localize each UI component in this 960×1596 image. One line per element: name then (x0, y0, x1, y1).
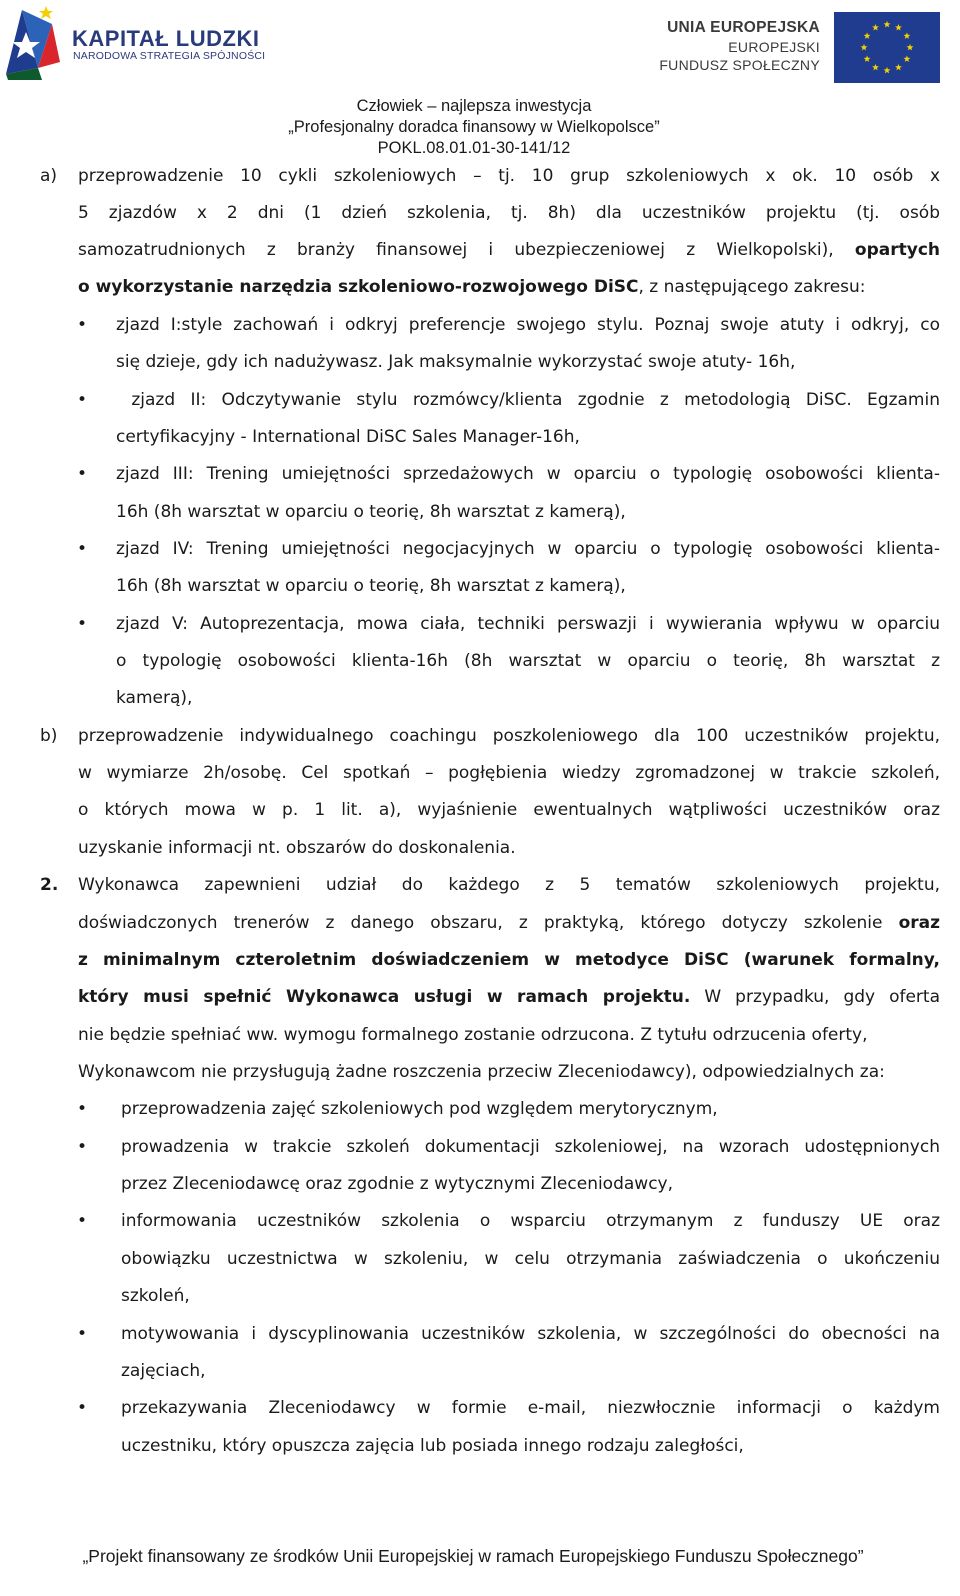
bullet-line: kamerą), (116, 688, 193, 708)
bullet-line: zajęciach, (121, 1361, 206, 1381)
motto-line-2: „Profesjonalny doradca finansowy w Wielkopolsce” (288, 118, 660, 136)
bullet-line: obowiązku uczestnictwa w szkoleniu, w celu otrzymania zaświadczenia o ukończeniu (121, 1249, 940, 1269)
bullet-icon: • (77, 1324, 88, 1344)
bullet-line: uczestniku, który opuszcza zajęcia lub posiada innego rodzaju zaległości, (121, 1436, 744, 1456)
page-footer: „Projekt finansowany ze środków Unii Europejskiej w ramach Europejskiego Funduszu Społecznego” (82, 1546, 864, 1566)
section-a-line-text: samozatrudnionych z branży finansowej i ubezpieczeniowej z Wielkopolski), (78, 240, 834, 260)
bullet-line: szkoleń, (121, 1286, 190, 1306)
bullet-icon: • (77, 464, 88, 484)
section-2-line: Wykonawca zapewnieni udział do każdego z 5 tematów szkoleniowych projektu, (78, 875, 940, 895)
bullet-line: przekazywania Zleceniodawcy w formie e-mail, niezwłocznie informacji o każdym (121, 1398, 940, 1418)
kapital-ludzki-subtitle: NARODOWA STRATEGIA SPÓJNOŚCI (73, 50, 266, 62)
bullet-line: zjazd V: Autoprezentacja, mowa ciała, techniki perswazji i wywierania wpływu w oparciu (116, 614, 940, 634)
bullet-line: przez Zleceniodawcę oraz zgodnie z wytycznymi Zleceniodawcy, (121, 1174, 674, 1194)
section-2-line: Wykonawcom nie przysługują żadne roszczenia przeciw Zleceniodawcy), odpowiedzialnych za: (78, 1062, 885, 1082)
section-a-line (78, 276, 866, 298)
section-a-bold-text: o wykorzystanie narzędzia szkoleniowo-rozwojowego DiSC (78, 277, 639, 297)
bullet-line: się dzieje, gdy ich nadużywasz. Jak maksymalnie wykorzystać swoje atuty- 16h, (116, 352, 796, 372)
motto-line-1: Człowiek – najlepsza inwestycja (356, 97, 592, 115)
bullet-icon: • (77, 539, 88, 559)
bullet-line: o typologię osobowości klienta-16h (8h warsztat w oparciu o teorię, 8h warsztat z (116, 651, 940, 671)
section-2-bold-text: oraz (898, 913, 941, 933)
bullet-line: 16h (8h warsztat w oparciu o teorię, 8h warsztat z kamerą), (116, 576, 626, 596)
section-a-line-text: , z następującego zakresu: (638, 277, 866, 297)
bullet-icon: • (77, 1211, 88, 1231)
section-2-line: nie będzie spełniać ww. wymogu formalnego zostanie odrzucona. Z tytułu odrzucenia oferty, (78, 1025, 868, 1045)
bullet-line: zjazd IV: Trening umiejętności negocjacyjnych w oparciu o typologię osobowości klienta- (116, 539, 940, 559)
section-b-line: o których mowa w p. 1 lit. a), wyjaśnienie ewentualnych wątpliwości uczestników oraz (78, 800, 940, 820)
section-b-line: przeprowadzenie indywidualnego coachingu poszkoleniowego dla 100 uczestników projektu, (78, 726, 940, 746)
bullet-icon: • (77, 1398, 88, 1418)
section-2-bold-line: z minimalnym czteroletnim doświadczeniem w metodyce DiSC (warunek formalny, (78, 950, 940, 970)
bullet-icon: • (77, 1137, 88, 1157)
eu-line-1: UNIA EUROPEJSKA (667, 19, 820, 36)
section-2-bold-text: który musi spełnić Wykonawca usługi w ramach projektu. (78, 987, 691, 1007)
kapital-ludzki-logo (2, 2, 266, 80)
section-b-line: w wymiarze 2h/osobę. Cel spotkań – pogłębienia wiedzy zgromadzonej w trakcie szkoleń, (78, 763, 940, 783)
page-header (0, 0, 960, 165)
bullet-icon: • (77, 1099, 88, 1119)
section-2-line (78, 986, 940, 1008)
section-a-marker: a) (40, 166, 58, 186)
section-a-bold-text: opartych (854, 240, 940, 260)
section-b-line: uzyskanie informacji nt. obszarów do doskonalenia. (78, 838, 516, 858)
section-2-line-text: W przypadku, gdy oferta (704, 987, 940, 1007)
kapital-ludzki-title: KAPITAŁ LUDZKI (72, 26, 260, 51)
section-2-line (78, 912, 940, 934)
bullet-line: certyfikacyjny - International DiSC Sales Manager-16h, (116, 427, 580, 447)
kapital-ludzki-emblem-icon (2, 2, 68, 80)
bullet-line: 16h (8h warsztat w oparciu o teorię, 8h warsztat z kamerą), (116, 502, 626, 522)
section-b-marker: b) (40, 726, 58, 746)
section-a-line: przeprowadzenie 10 cykli szkoleniowych – tj. 10 grup szkoleniowych x ok. 10 osób x (78, 166, 940, 186)
eu-line-3: FUNDUSZ SPOŁECZNY (659, 57, 820, 73)
eu-logo-text (659, 18, 820, 74)
section-2-marker: 2. (40, 875, 59, 895)
section-2-line-text: doświadczonych trenerów z danego obszaru, z praktyką, którego dotyczy szkolenie (78, 913, 883, 933)
bullet-line: motywowania i dyscyplinowania uczestników szkolenia, w szczególności do obecności na (121, 1324, 940, 1344)
bullet-line: zjazd I:style zachowań i odkryj preferencje swojego stylu. Poznaj swoje atuty i odkryj, co (116, 315, 940, 335)
eu-line-2: EUROPEJSKI (728, 39, 820, 55)
bullet-line: przeprowadzenia zajęć szkoleniowych pod względem merytorycznym, (121, 1099, 718, 1119)
section-a-line (78, 239, 940, 261)
eu-flag-icon (834, 12, 940, 83)
bullet-icon: • (77, 390, 88, 410)
bullet-line: informowania uczestników szkolenia o wsparciu otrzymanym z funduszy UE oraz (121, 1211, 940, 1231)
bullet-icon: • (77, 315, 88, 335)
section-a-line: 5 zjazdów x 2 dni (1 dzień szkolenia, tj. 8h) dla uczestników projektu (tj. osób (78, 203, 940, 223)
motto-line-3: POKL.08.01.01-30-141/12 (377, 139, 571, 157)
project-motto (0, 96, 948, 159)
bullet-line: prowadzenia w trakcie szkoleń dokumentacji szkoleniowej, na wzorach udostępnionych (121, 1137, 940, 1157)
bullet-icon: • (77, 614, 88, 634)
bullet-line: zjazd II: Odczytywanie stylu rozmówcy/klienta zgodnie z metodologią DiSC. Egzamin (116, 390, 940, 410)
bullet-line: zjazd III: Trening umiejętności sprzedażowych w oparciu o typologię osobowości klienta- (116, 464, 940, 484)
